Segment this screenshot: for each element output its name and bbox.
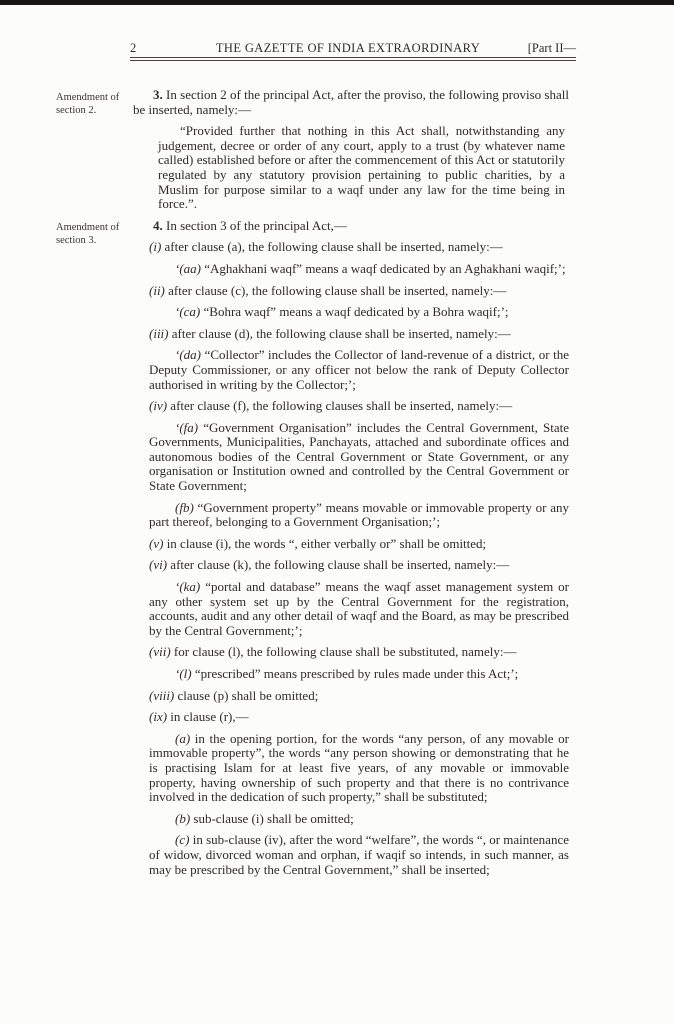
clause-marker: (viii): [149, 687, 175, 703]
paragraph-text: “prescribed” means prescribed by rules made under this Act;’;: [194, 666, 519, 681]
paragraph-text: “Collector” includes the Collector of land-revenue of a district, or the Deputy Commissioner, or any officer not below the rank of Deputy Collector authorised in writing by the Collector;’;: [149, 347, 569, 392]
sub-item-i: [149, 240, 569, 255]
clause-marker: (ii): [149, 282, 165, 298]
paragraph-text: “Government Organisation” includes the Central Government, State Governments, Municipalities, Panchayats, attached and subordinate offices and autonomous bodies of the Central Government or State Government, or any organisation or Institution owned and controlled by the Central Government or State Government;: [149, 419, 569, 494]
sub-item-iii: [149, 327, 569, 342]
paragraph-text: “Bohra waqf” means a waqf dedicated by a Bohra waqif;’;: [203, 304, 509, 320]
margin-note-amendment-section-2: Amendment of section 2.: [56, 92, 120, 116]
sub-item-ii: [149, 284, 569, 299]
clause-fa: [149, 421, 569, 494]
clause-marker: (i): [149, 239, 162, 255]
clause-l: [149, 667, 569, 682]
paragraph-text: In section 3 of the principal Act,—: [166, 217, 347, 233]
clause-marker: (vi): [149, 557, 168, 573]
paragraph-text: after clause (f), the following clauses shall be inserted, namely:—: [170, 398, 513, 414]
paragraph-text: in clause (i), the words “, either verbally or” shall be omitted;: [166, 535, 487, 551]
clause-marker: ‘(da): [175, 347, 201, 363]
paragraph-text: after clause (c), the following clause shall be inserted, namely:—: [168, 282, 507, 298]
clause-marker: (b): [175, 810, 191, 826]
paragraph-text: In section 2 of the principal Act, after the proviso, the following proviso shall be inserted, namely:—: [133, 87, 569, 117]
sub-item-v: [149, 537, 569, 552]
paragraph-text: after clause (k), the following clause shall be inserted, namely:—: [170, 557, 510, 573]
header-rule: [130, 57, 576, 61]
clause-ca: [149, 305, 569, 320]
sub-clause-c: [149, 833, 569, 877]
paragraph-text: sub-clause (i) shall be omitted;: [193, 810, 354, 826]
paragraph-text: in clause (r),—: [170, 709, 249, 725]
paragraph-text: “Aghakhani waqf” means a waqf dedicated by an Aghakhani waqif;’;: [204, 260, 566, 276]
clause-marker: ‘(ka): [175, 579, 201, 595]
sub-clause-a: [149, 732, 569, 805]
part-label: [Part II—: [527, 41, 576, 55]
clause-marker: ‘(aa): [175, 260, 201, 276]
body-paragraph-3: [133, 88, 569, 117]
paragraph-text: clause (p) shall be omitted;: [177, 687, 319, 703]
clause-marker: (iii): [149, 325, 169, 341]
paragraph-text: after clause (d), the following clause shall be inserted, namely:—: [171, 325, 511, 341]
sub-item-ix: [149, 710, 569, 725]
clause-marker: (a): [175, 730, 191, 746]
sub-item-vii: [149, 645, 569, 660]
body-column: [133, 88, 569, 884]
clause-marker: (vii): [149, 644, 171, 660]
clause-marker: ‘(l): [175, 666, 192, 681]
margin-note-amendment-section-3: Amendment of section 3.: [56, 222, 120, 246]
paragraph-text: for clause (l), the following clause shall be substituted, namely:—: [173, 644, 517, 660]
clause-marker: (c): [175, 832, 190, 848]
clause-marker: (ix): [149, 709, 168, 725]
paragraph-text: “Provided further that nothing in this Act shall, notwithstanding any judgement, decree or order of any court, apply to a trust (by whatever name called) established before or after the commencement of this Act or statutorily regulated by any statutory provision pertaining to public charities, by a Muslim for purpose similar to a waqf under any law for the time being in force.”.: [158, 123, 565, 212]
clause-marker: 4.: [153, 217, 163, 233]
clause-marker: (iv): [149, 398, 168, 414]
proviso-quote-paragraph: [158, 124, 565, 212]
clause-marker: ‘(ca): [175, 304, 201, 320]
paragraph-text: in sub-clause (iv), after the word “welfare”, the words “, or maintenance of widow, divorced woman and orphan, if waqif so intends, in such manner, as may be prescribed by the Central Government,” shall be inserted;: [149, 832, 569, 877]
gazette-title: THE GAZETTE OF INDIA EXTRAORDINARY: [215, 41, 481, 55]
clause-marker: ‘(fa): [175, 419, 199, 435]
clause-marker: (v): [149, 535, 164, 551]
clause-fb: [149, 501, 569, 530]
paragraph-text: after clause (a), the following clause shall be inserted, namely:—: [164, 239, 503, 255]
sub-item-viii: [149, 689, 569, 704]
body-paragraph-4: [133, 219, 569, 234]
sub-item-vi: [149, 558, 569, 573]
paragraph-text: “portal and database” means the waqf asset management system or any other system set up by the Central Government for the registration, accounts, audit and any other detail of waqf and the Board, as may be prescribed by the Central Government;’;: [149, 579, 570, 638]
sub-item-iv: [149, 399, 569, 414]
clause-aa: [149, 262, 569, 277]
clause-marker: 3.: [153, 87, 163, 102]
clause-da: [149, 348, 569, 392]
page-header: [130, 41, 576, 56]
sub-clause-b: [149, 812, 569, 827]
paragraph-text: “Government property” means movable or immovable property or any part thereof, belonging to a Government Organisation;’;: [149, 499, 569, 530]
clause-marker: (fb): [175, 499, 194, 515]
top-edge-bar: [0, 0, 674, 5]
page-number: 2: [130, 41, 137, 55]
paragraph-text: in the opening portion, for the words “any person, of any movable or immovable property”, the words “any person showing or demonstrating that he is practising Islam for at least five years, of any movable or immovable property, having ownership of such property and that there is no contrivance involved in the dedication of such property,” shall be substituted;: [149, 730, 569, 805]
clause-ka: [149, 580, 569, 638]
